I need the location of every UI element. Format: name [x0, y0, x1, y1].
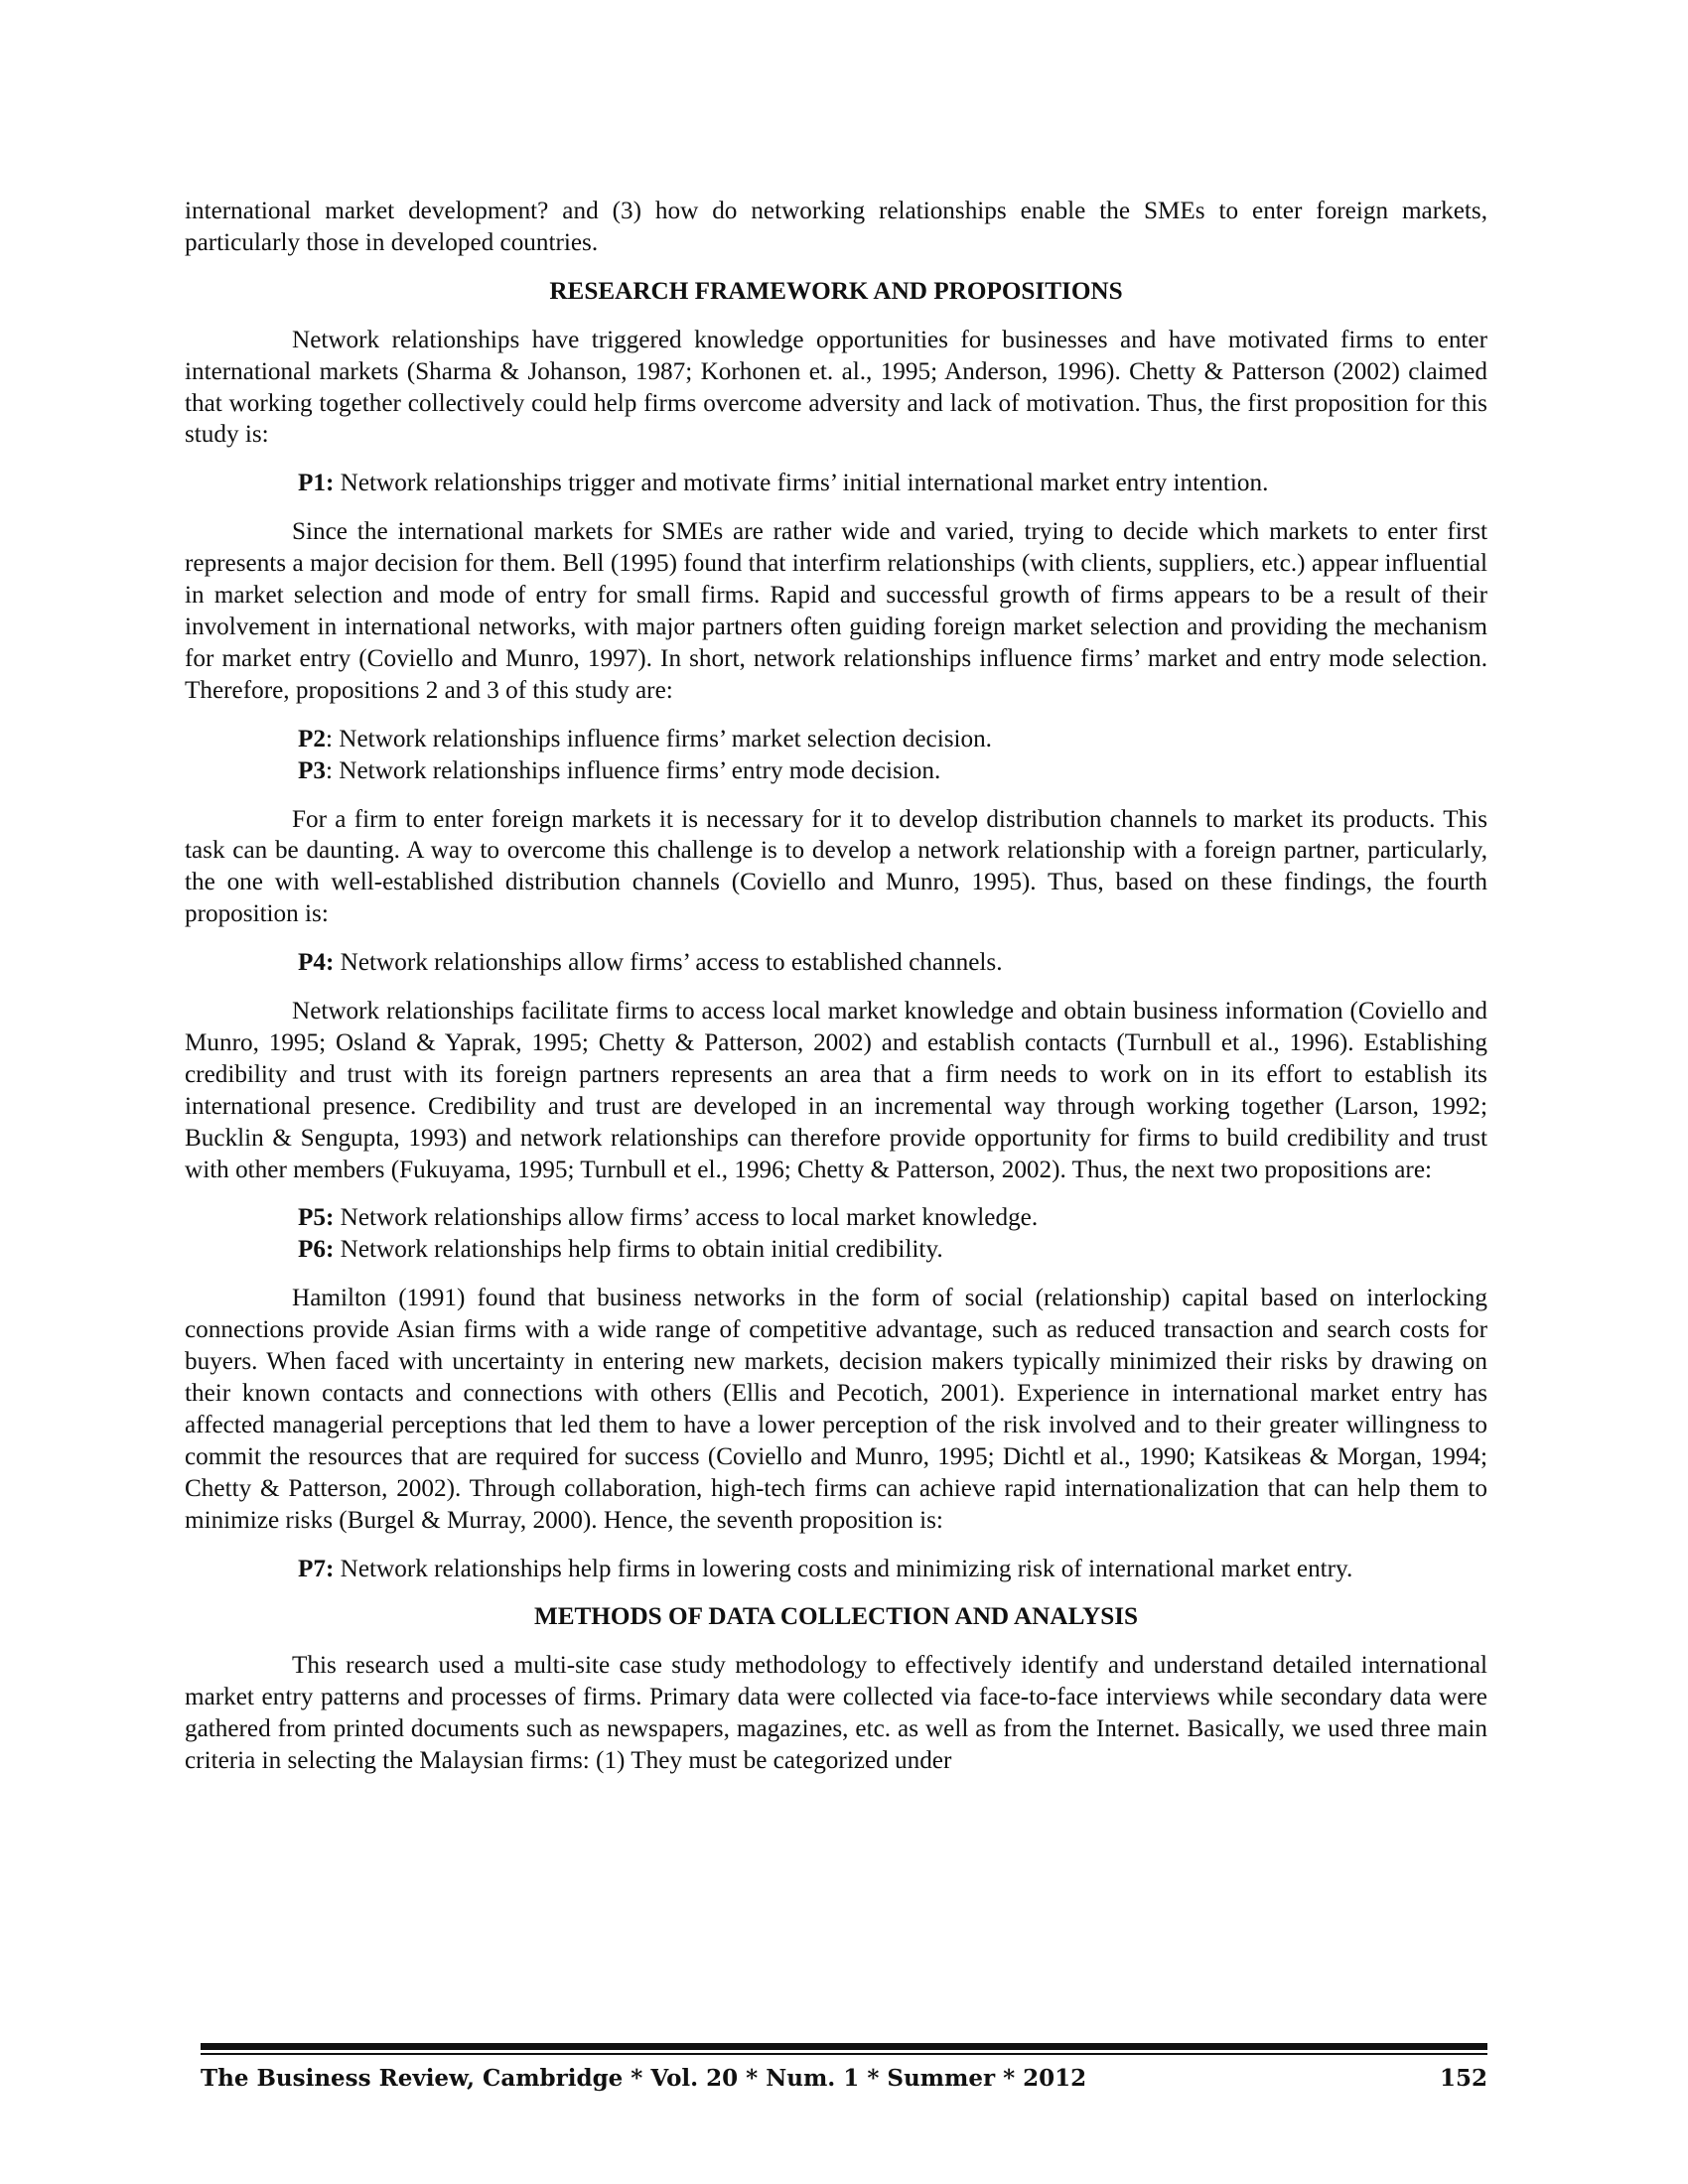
- proposition-text: Network relationships trigger and motivate firms’ initial international market entry intention.: [334, 470, 1269, 497]
- proposition-text: Network relationships help firms to obtain initial credibility.: [334, 1236, 943, 1264]
- proposition-p5: [185, 1202, 1487, 1234]
- proposition-block-4: [185, 947, 1487, 979]
- proposition-text: Network relationships allow firms’ access to established channels.: [334, 949, 1003, 977]
- proposition-text: Network relationships allow firms’ access to local market knowledge.: [334, 1204, 1039, 1232]
- proposition-block-1: [185, 468, 1487, 499]
- footer-divider-thick: [201, 2043, 1487, 2050]
- proposition-label: P3: [298, 756, 326, 784]
- proposition-block-2-3: [185, 724, 1487, 787]
- page-body: [185, 196, 1487, 1794]
- page-number: 152: [1439, 2065, 1487, 2092]
- journal-citation: The Business Review, Cambridge * Vol. 20 * Num. 1 * Summer * 2012: [201, 2065, 1087, 2092]
- paragraph-distribution-channels: For a firm to enter foreign markets it is necessary for it to develop distribution channels to market its products. This task can be daunting. A way to overcome this challenge is to develop a network relationship with a foreign partner, particularly, the one with well-established distribution channels (Coviello and Munro, 1995). Thus, based on these findings, the fourth proposition is:: [185, 805, 1487, 928]
- paragraph-local-knowledge: Network relationships facilitate firms to access local market knowledge and obtain business information (Coviello and Munro, 1995; Osland & Yaprak, 1995; Chetty & Patterson, 2002) and establish contacts (Turnbull et al., 1996). Establishing credibility and trust with its foreign partners represents an area that a firm needs to work on in its effort to establish its international presence. Credibility and trust are developed in an incremental way through working together (Larson, 1992; Bucklin & Sengupta, 1993) and network relationships can therefore provide opportunity for firms to build credibility and trust with other members (Fukuyama, 1995; Turnbull et el., 1996; Chetty & Patterson, 2002). Thus, the next two propositions are:: [185, 998, 1487, 1183]
- proposition-label: P4:: [298, 949, 335, 977]
- proposition-p6: [185, 1234, 1487, 1266]
- proposition-label: P6:: [298, 1236, 335, 1264]
- proposition-label: P7:: [298, 1555, 335, 1582]
- proposition-text: : Network relationships influence firms’ market selection decision.: [325, 725, 992, 752]
- paragraph-market-selection: Since the international markets for SMEs are rather wide and varied, trying to decide which markets to enter first represents a major decision for them. Bell (1995) found that interfirm relationships (with clients, suppliers, etc.) appear influential in market selection and mode of entry for small firms. Rapid and successful growth of firms appears to be a result of their involvement in international networks, with major partners often guiding foreign market selection and providing the mechanism for market entry (Coviello and Munro, 1997). In short, network relationships influence firms’ market and entry mode selection. Therefore, propositions 2 and 3 of this study are:: [185, 518, 1487, 704]
- paragraph-methodology: This research used a multi-site case study methodology to effectively identify and understand detailed international market entry patterns and processes of firms. Primary data were collected via face-to-face interviews while secondary data were gathered from printed documents such as newspapers, magazines, etc. as well as from the Internet. Basically, we used three main criteria in selecting the Malaysian firms: (1) They must be categorized under: [185, 1652, 1487, 1775]
- proposition-p2: [185, 724, 1487, 755]
- proposition-p1: [185, 468, 1487, 499]
- paragraph-risk-costs: Hamilton (1991) found that business networks in the form of social (relationship) capital based on interlocking connections provide Asian firms with a wide range of competitive advantage, such as reduced transaction and search costs for buyers. When faced with uncertainty in entering new markets, decision makers typically minimized their risks by drawing on their known contacts and connections with others (Ellis and Pecotich, 2001). Experience in international market entry has affected managerial perceptions that led them to have a lower perception of the risk involved and to their greater willingness to commit the resources that are required for success (Coviello and Munro, 1995; Dichtl et al., 1990; Katsikeas & Morgan, 1994; Chetty & Patterson, 2002). Through collaboration, high-tech firms can achieve rapid internationalization that can help them to minimize risks (Burgel & Murray, 2000). Hence, the seventh proposition is:: [185, 1285, 1487, 1534]
- proposition-text: Network relationships help firms in lowering costs and minimizing risk of international market entry.: [334, 1555, 1353, 1582]
- proposition-label: P5:: [298, 1204, 335, 1232]
- footer-divider-thin: [201, 2053, 1487, 2055]
- proposition-label: P1:: [298, 470, 335, 497]
- intro-continuation: international market development? and (3) how do networking relationships enable the SMEs to enter foreign markets, particularly those in developed countries.: [185, 198, 1487, 256]
- proposition-p7: [185, 1554, 1487, 1585]
- proposition-label: P2: [298, 725, 326, 752]
- proposition-block-7: [185, 1554, 1487, 1585]
- proposition-p4: [185, 947, 1487, 979]
- proposition-p3: [185, 755, 1487, 787]
- proposition-text: : Network relationships influence firms’ entry mode decision.: [325, 756, 941, 784]
- page-footer: [201, 2065, 1487, 2099]
- section-heading-research-framework: RESEARCH FRAMEWORK AND PROPOSITIONS: [549, 277, 1123, 305]
- section-heading-methods: METHODS OF DATA COLLECTION AND ANALYSIS: [533, 1603, 1139, 1631]
- paragraph-network-motivation: Network relationships have triggered knowledge opportunities for businesses and have motivated firms to enter international markets (Sharma & Johanson, 1987; Korhonen et. al., 1995; Anderson, 1996). Chetty & Patterson (2002) claimed that working together collectively could help firms overcome adversity and lack of motivation. Thus, the first proposition for this study is:: [185, 326, 1487, 449]
- proposition-block-5-6: [185, 1202, 1487, 1266]
